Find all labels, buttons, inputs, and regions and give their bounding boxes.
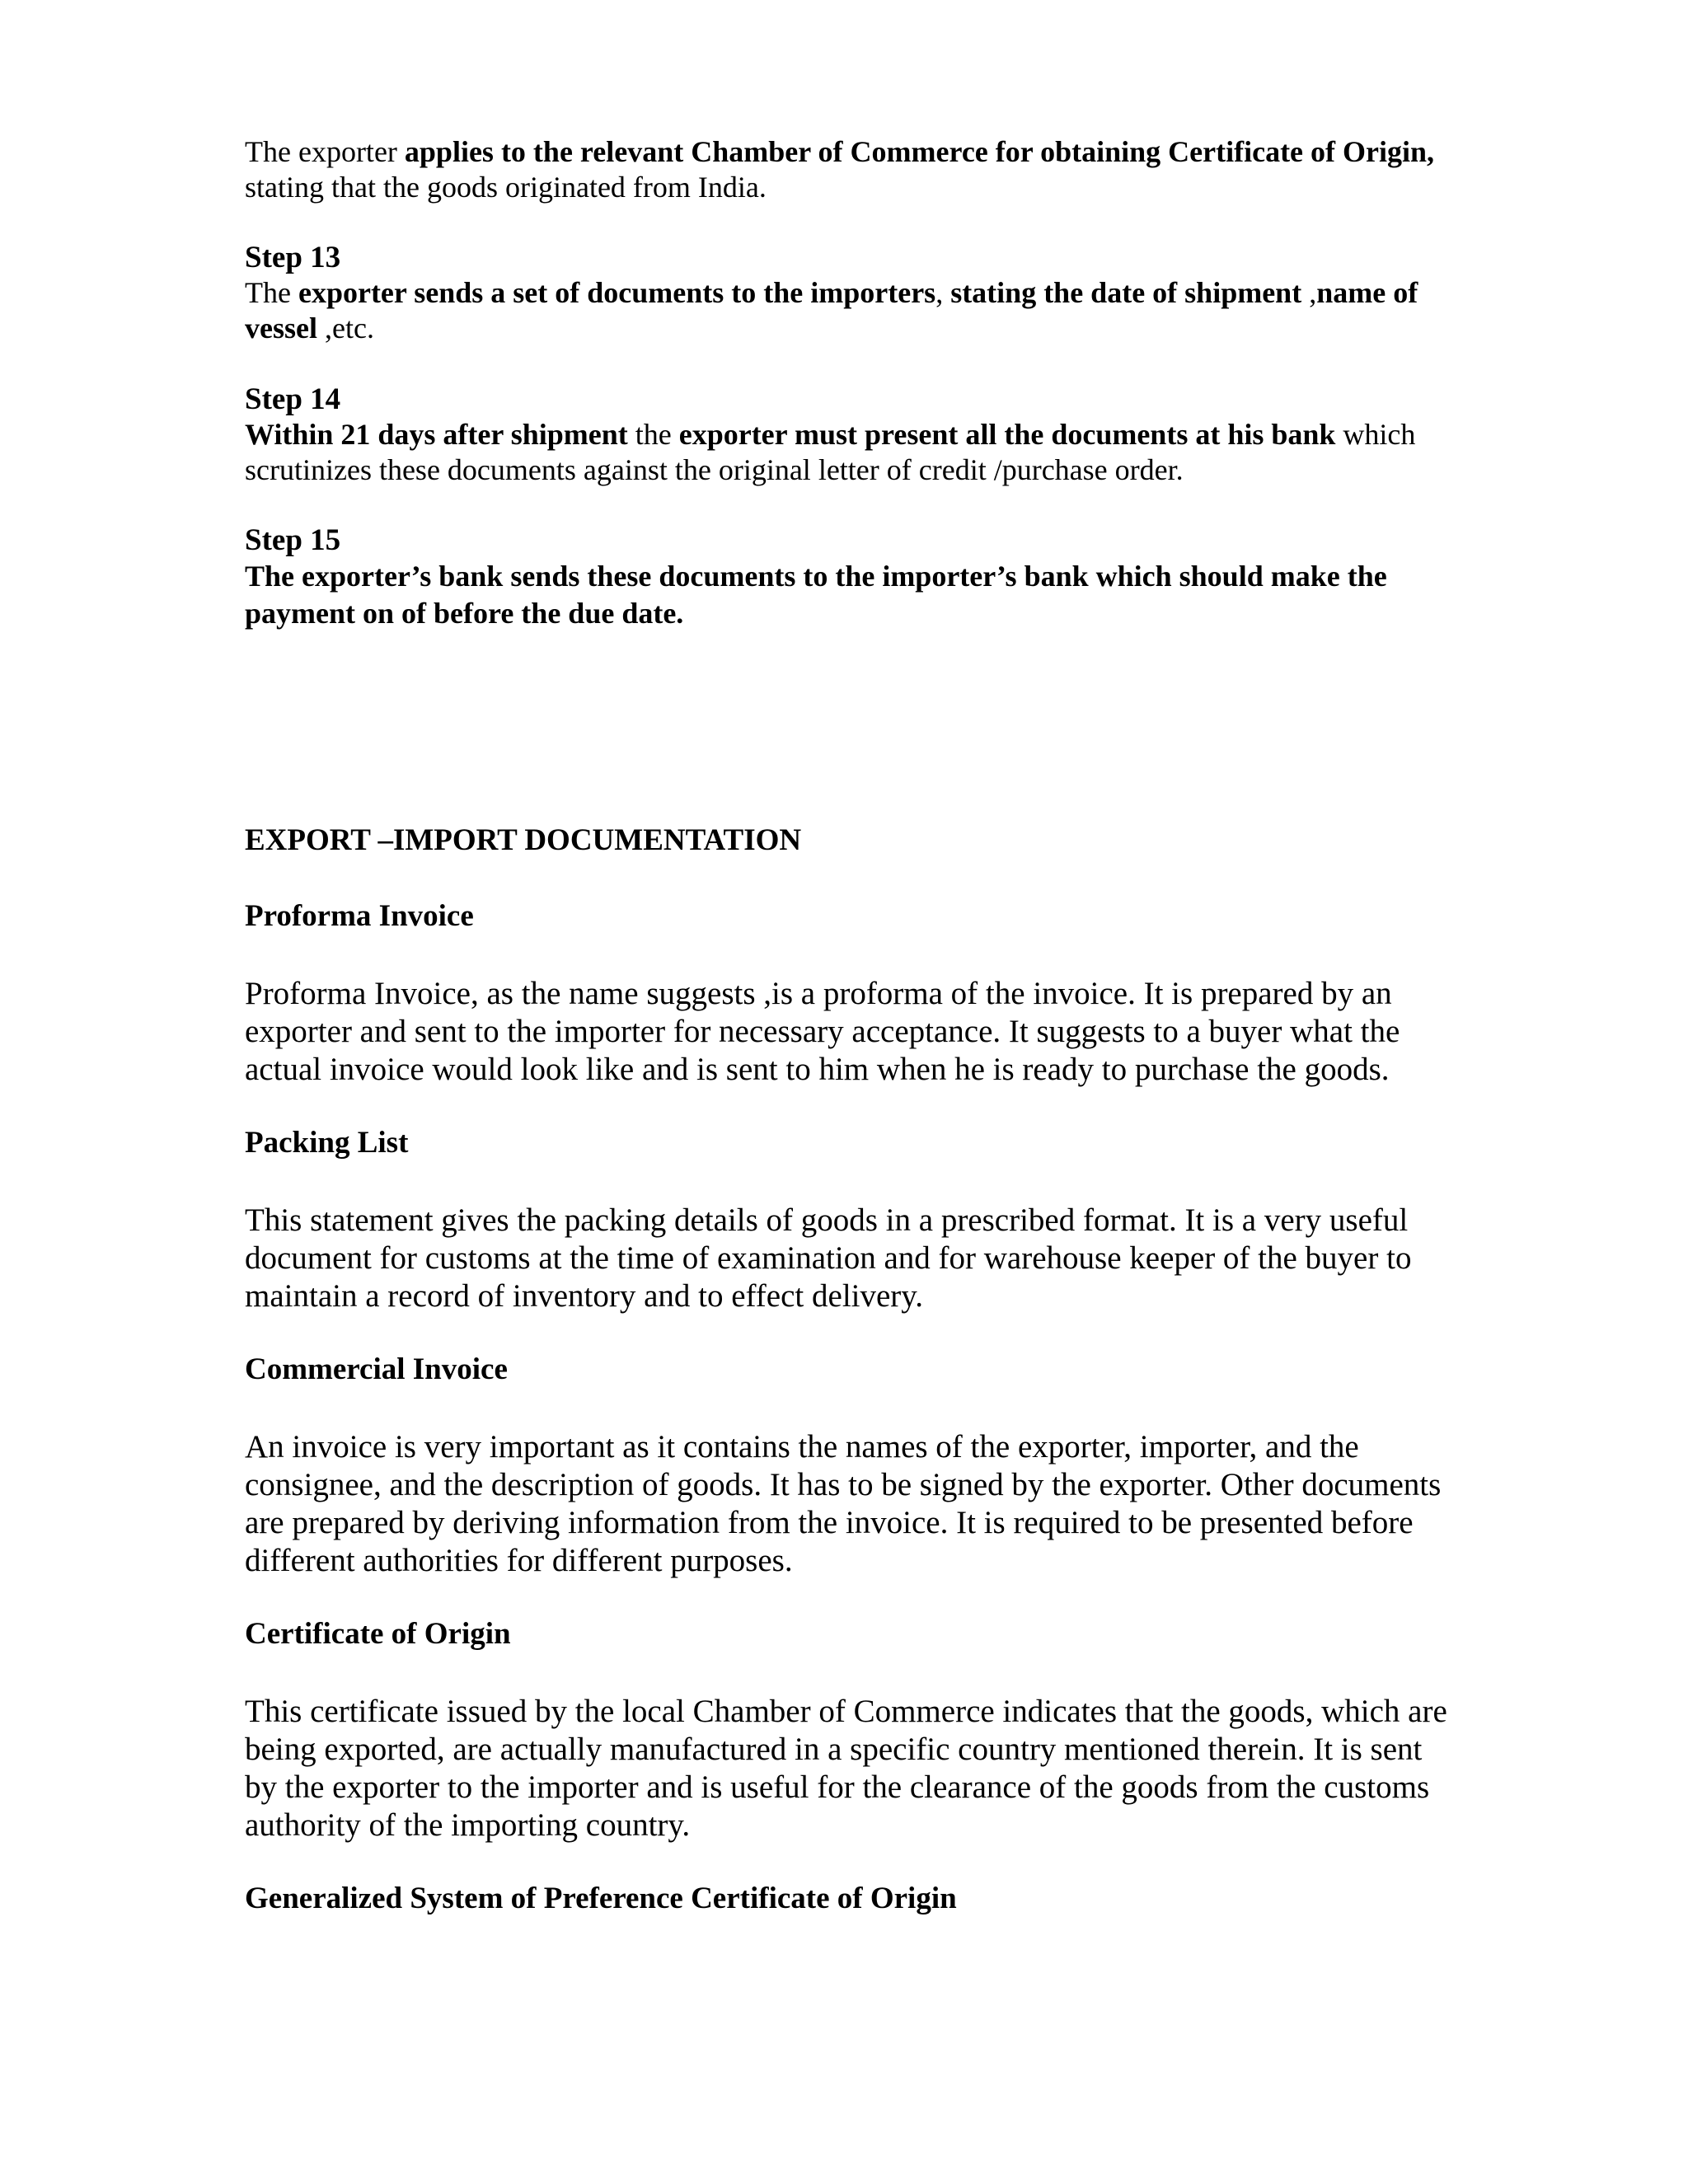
step-13 (245, 240, 1448, 346)
step-13-body (245, 275, 1448, 346)
step-15-body (245, 558, 1448, 632)
documentation-title: EXPORT –IMPORT DOCUMENTATION (245, 823, 802, 857)
step-13-text-4: ,etc. (316, 312, 374, 344)
step-14 (245, 382, 1448, 488)
section-body-commercial-invoice: An invoice is very important as it contains the names of the exporter, importer, and the consignee, and the description of goods. It has to be signed by the exporter. Other documents are prepared by deriving information from the invoice. It is required to be presented before different authorities for different purposes. (245, 1429, 1442, 1578)
step-15 (245, 523, 1448, 632)
step-15-bold-1: The exporter’s bank sends these documents to the importer’s bank which should make the payment on of before the due date. (245, 560, 1387, 630)
step-15-title: Step 15 (245, 523, 341, 557)
step-13-text-3: , (1301, 276, 1317, 309)
step-13-bold-3: name of vessel (245, 276, 1418, 344)
intro-text-2: stating that the goods originated from India. (245, 171, 767, 204)
section-heading-proforma-invoice: Proforma Invoice (245, 899, 474, 933)
intro-paragraph (245, 134, 1448, 205)
step-14-text-2: which scrutinizes these documents against the original letter of credit /purchase order. (245, 418, 1416, 486)
step-14-body (245, 417, 1448, 488)
section-heading-commercial-invoice: Commercial Invoice (245, 1352, 508, 1386)
section-body-proforma-invoice: Proforma Invoice, as the name suggests ,is a proforma of the invoice. It is prepared by an exporter and sent to the importer for necessary acceptance. It suggests to a buyer what the actual invoice would look like and is sent to him when he is ready to purchase the goods. (245, 976, 1400, 1087)
step-13-text-2: , (935, 276, 951, 309)
intro-text-1: The exporter (245, 135, 405, 168)
section-heading-packing-list: Packing List (245, 1126, 409, 1160)
section-body-packing-list: This statement gives the packing details of goods in a prescribed format. It is a very useful document for customs at the time of examination and for warehouse keeper of the buyer to maintain a record of inventory and to effect delivery. (245, 1202, 1412, 1314)
step-13-bold-2: stating the date of shipment (950, 276, 1302, 309)
section-body-certificate-of-origin: This certificate issued by the local Chamber of Commerce indicates that the goods, which are being exported, are actually manufactured in a specific country mentioned therein. It is sent by the exporter to the importer and is useful for the clearance of the goods from the customs authority of the importing country. (245, 1694, 1447, 1843)
step-14-bold-2: exporter must present all the documents at his bank (678, 418, 1336, 451)
step-14-bold-1: Within 21 days after shipment (245, 418, 628, 451)
step-13-title: Step 13 (245, 241, 341, 274)
step-13-text-1: The (245, 276, 298, 309)
step-14-title: Step 14 (245, 382, 341, 416)
section-heading-certificate-of-origin: Certificate of Origin (245, 1617, 511, 1651)
step-13-bold-1: exporter sends a set of documents to the importers (298, 276, 936, 309)
section-heading-gsp-certificate-of-origin: Generalized System of Preference Certificate of Origin (245, 1882, 957, 1915)
step-14-text-1: the (627, 418, 679, 451)
intro-bold-1: applies to the relevant Chamber of Commerce for obtaining Certificate of Origin, (404, 135, 1435, 168)
